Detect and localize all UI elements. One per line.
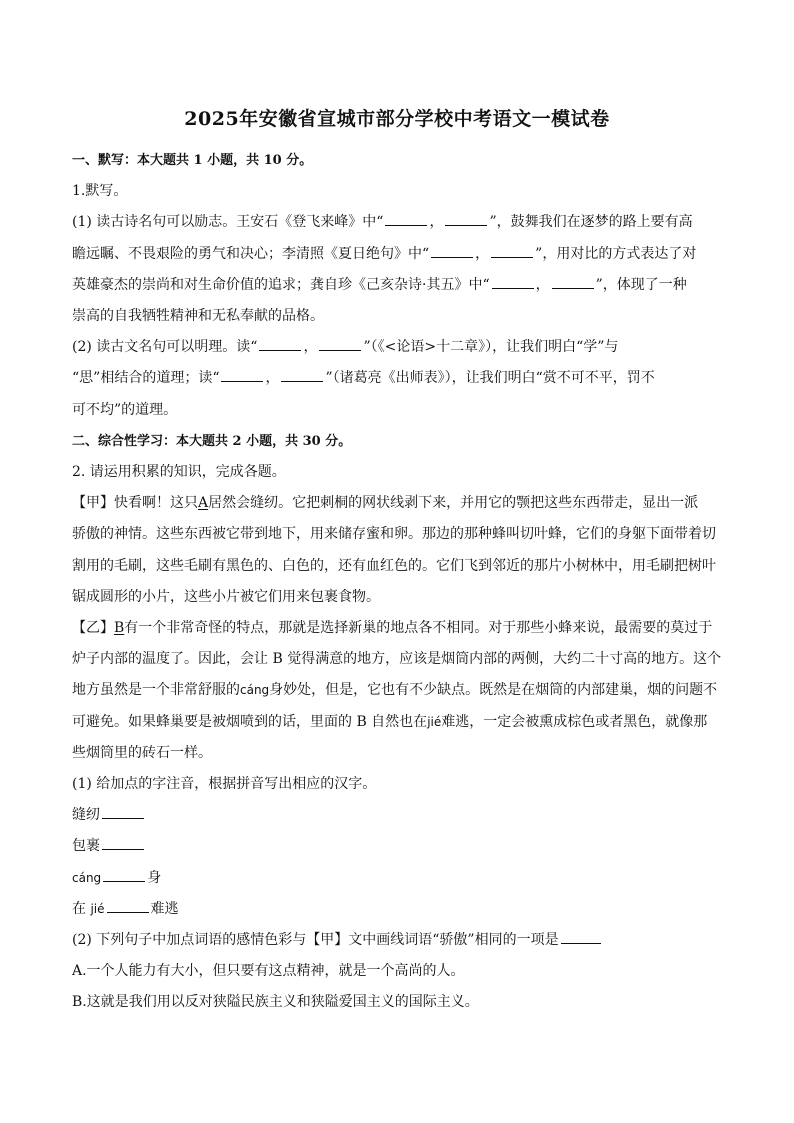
section-desc: 本大题共 2 小题，共 30 分。 bbox=[176, 433, 352, 449]
answer-blank[interactable] bbox=[102, 834, 144, 850]
answer-blank[interactable] bbox=[281, 366, 323, 382]
q1-part2-line2: “思”相结合的道理；读“ ， ”（诸葛亮《出师表》），让我们明白“赏不可不平，罚不 bbox=[72, 363, 724, 394]
exam-content bbox=[72, 145, 724, 1019]
q1-part2-line1: (2) 读古文名句可以明理。读“ ， ”（《<论语>十二章》），让我们明白“学”与 bbox=[72, 332, 724, 363]
sub-question-1-stem: (1) 给加点的字注音，根据拼音写出相应的汉字。 bbox=[72, 776, 377, 793]
answer-blank[interactable] bbox=[107, 897, 149, 913]
section-heading-1 bbox=[72, 145, 724, 176]
passage-yi-line4: 可避免。如果蜂巢要是被烟喷到的话，里面的 B 自然也在jié难逃，一定会被熏成棕色或者黑色，就像那 bbox=[72, 713, 708, 730]
passage-yi-line5: 些烟筒里的砖石一样。 bbox=[72, 744, 212, 761]
answer-blank[interactable] bbox=[492, 273, 534, 289]
answer-blank[interactable] bbox=[445, 210, 487, 226]
passage-jia-line4: 锯成圆形的小片，这些小片被它们用来包裹食物。 bbox=[72, 588, 380, 605]
answer-blank[interactable] bbox=[103, 866, 145, 882]
section-desc: 本大题共 1 小题，共 10 分。 bbox=[137, 153, 313, 168]
passage-jia-line3: 割用的毛刷，这些毛刷有黑色的、白色的，还有血红色的。它们飞到邻近的那片小树林中，用毛刷把树叶 bbox=[72, 557, 716, 574]
passage-jia-line2: 骄傲的神情。这些东西被它带到地下，用来储存蜜和卵。那边的那种蜂叫切叶蜂，它们的身躯下面带着切 bbox=[72, 526, 716, 543]
sub-question-2-stem: (2) 下列句子中加点词语的感情色彩与【甲】文中画线词语“骄傲”相同的一项是 bbox=[72, 925, 724, 956]
passage-yi-line3: 地方虽然是一个非常舒服的cáng身妙处，但是，它也有不少缺点。既然是在烟筒的内部建巢，烟的问题不 bbox=[72, 682, 718, 699]
q1-part1-line3: 英雄豪杰的崇尚和对生命价值的追求；龚自珍《己亥杂诗·其五》中“ ， ”，体现了一种 bbox=[72, 270, 724, 301]
answer-blank[interactable] bbox=[491, 242, 533, 258]
passage-tag: 【乙】 bbox=[72, 620, 114, 637]
section-label: 一、默写： bbox=[72, 153, 138, 168]
answer-blank[interactable] bbox=[319, 335, 361, 351]
question-1-stem: 1.默写。 bbox=[72, 183, 128, 200]
answer-blank[interactable] bbox=[431, 242, 473, 258]
sub1-item-1: 缝纫 bbox=[72, 800, 724, 831]
answer-blank[interactable] bbox=[259, 335, 301, 351]
answer-blank[interactable] bbox=[552, 273, 594, 289]
q1-part2-line3: 可不均”的道理。 bbox=[72, 401, 178, 418]
passage-jia-line1: 【甲】快看啊！这只A居然会缝纫。它把刺桐的网状线剥下来，并用它的颚把这些东西带走，显出一派 bbox=[72, 495, 699, 512]
q1-part1-line2: 瞻远瞩、不畏艰险的勇气和决心；李清照《夏日绝句》中“ ， ”，用对比的方式表达了对 bbox=[72, 239, 724, 270]
sub1-item-4: 在 jié 难逃 bbox=[72, 894, 724, 925]
q1-part1-line4: 崇高的自我牺牲精神和无私奉献的品格。 bbox=[72, 308, 324, 325]
answer-blank[interactable] bbox=[102, 803, 144, 819]
answer-blank[interactable] bbox=[221, 366, 263, 382]
sub1-item-2: 包裹 bbox=[72, 831, 724, 862]
option-a: A.一个人能力有大小，但只要有这点精神，就是一个高尚的人。 bbox=[72, 963, 465, 980]
answer-blank[interactable] bbox=[385, 210, 427, 226]
passage-yi-line1: 【乙】B有一个非常奇怪的特点，那就是选择新巢的地点各不相同。对于那些小蜂来说，最需要的莫过于 bbox=[72, 620, 713, 637]
question-2-stem: 2. 请运用积累的知识，完成各题。 bbox=[72, 464, 286, 481]
section-label: 二、综合性学习： bbox=[72, 433, 177, 449]
section-heading-2 bbox=[72, 426, 724, 457]
q1-part1-line1: (1) 读古诗名句可以励志。王安石《登飞来峰》中“ ， ”，鼓舞我们在逐梦的路上要有高 bbox=[72, 207, 724, 238]
exam-title: 2025年安徽省宣城市部分学校中考语文一模试卷 bbox=[184, 108, 610, 130]
sub1-item-3: cáng 身 bbox=[72, 863, 724, 894]
option-b: B.这就是我们用以反对狭隘民族主义和狭隘爱国主义的国际主义。 bbox=[72, 994, 479, 1011]
answer-blank[interactable] bbox=[561, 928, 601, 944]
passage-tag: 【甲】 bbox=[72, 495, 114, 512]
passage-yi-line2: 炉子内部的温度了。因此，会让 B 觉得满意的地方，应该是烟筒内部的两侧，大约二十寸高的地方。这个 bbox=[72, 651, 722, 668]
